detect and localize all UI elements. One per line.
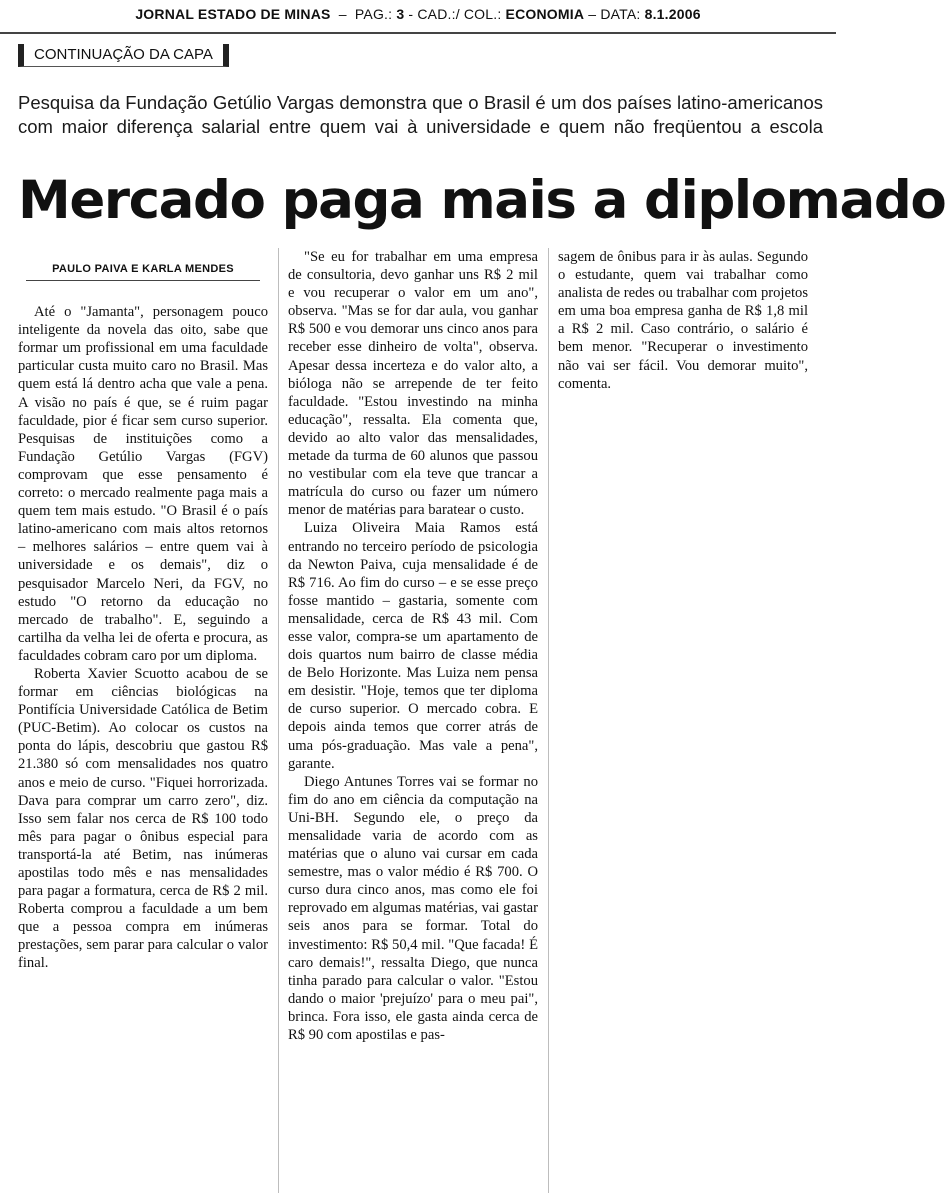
column-divider: [548, 248, 549, 1193]
paragraph: sagem de ônibus para ir às aulas. Segundo o estudante, quem vai trabalhar como analista de redes ou trabalhar com projetos em uma boa empresa ganha de R$ 1,8 mil a R$ 2 mil. Caso contrário, o salário é bem menor. "Recuperar o investimento não vai ser fácil. Vou demorar muito", comenta.: [558, 249, 808, 392]
column-divider: [278, 248, 279, 1193]
page-header: JORNAL ESTADO DE MINAS – PAG.: 3 - CAD.:/ COL.: ECONOMIA – DATA: 8.1.2006: [135, 6, 701, 22]
article-column-1: [18, 248, 268, 973]
publication-name: JORNAL ESTADO DE MINAS: [135, 6, 331, 22]
paragraph: Luiza Oliveira Maia Ramos está entrando no terceiro período de psicologia da Newton Paiva, cuja mensalidade é de R$ 716. Ao fim do curso – e se esse preço fosse mantido – gastaria, somente com mensalidade, cerca de R$ 43 mil. Com esse valor, compra-se um apartamento de dois quartos num bairro de classe média de Belo Horizonte. Mas Luiza nem pensa em desistir. "Hoje, temos que ter diploma de curso superior. O mercado cobra. E depois ainda temos que correr atrás de uma pós-graduação. Mas vale a pena", garante.: [288, 520, 538, 772]
deck: [18, 91, 823, 139]
section-tag: CONTINUAÇÃO DA CAPA: [18, 44, 229, 67]
header-rule: [0, 32, 836, 34]
date-value: 8.1.2006: [644, 6, 701, 22]
deck-line: com maior diferença salarial entre quem vai à universidade e quem não freqüentou a escola: [18, 116, 823, 137]
paragraph: Até o "Jamanta", personagem pouco inteligente da novela das oito, sabe que formar um profissional em uma faculdade particular custa muito caro no Brasil. Mas quem está lá dentro acha que vale a pena. A visão no país é que, se é ruim pagar faculdade, pior é ficar sem curso superior. Pesquisas de instituições como a Fundação Getúlio Vargas (FGV) comprovam que esse pensamento é correto: o mercado realmente paga mais a quem tem mais estudo. "O Brasil é o país latino-americano com mais altos retornos – melhores salários – entre quem vai à universidade e os demais", diz o pesquisador Marcelo Neri, da FGV, no estudo "O retorno da educação no mercado de trabalho". E, seguindo a cartilha da velha lei de oferta e procura, as faculdades cobram caro por um diploma.: [18, 304, 268, 664]
paragraph: "Se eu for trabalhar em uma empresa de consultoria, devo ganhar uns R$ 2 mil e vou recuperar o valor em um ano", observa. "Mas se for dar aula, vou ganhar R$ 500 e vou demorar uns cinco anos para receber esse dinheiro de volta", observa. Apesar dessa incerteza e do valor alto, a bióloga não se arrepende de ter feito faculdade. "Estou investindo na minha educação", ressalta. Ela comenta que, devido ao alto valor das mensalidades, metade da turma de 60 alunos que passou no vestibular com ela teve que trancar a matrícula do curso ou fazer um número menor de matérias para baratear o custo.: [288, 249, 538, 519]
section-label: CAD.:/ COL.:: [417, 6, 502, 22]
date-label: DATA:: [600, 6, 641, 22]
paragraph: Diego Antunes Torres vai se formar no fim do ano em ciência da computação na Uni-BH. Segundo ele, o preço da mensalidade varia de acordo com as matérias que o aluno vai cursar em cada semestre, mas o valor médio é R$ 700. O curso dura cinco anos, mas como ele foi reprovado em algumas matérias, vai gastar seis anos para se formar. Total do investimento: R$ 50,4 mil. "Que facada! É caro demais!", ressalta Diego, que nunca tinha parado para calcular o valor. "Estou dando o maior 'prejuízo' para o meu pai", brinca. Fora isso, ele gasta ainda cerca de R$ 90 com apostilas e pas-: [288, 773, 538, 1044]
section-name: ECONOMIA: [505, 6, 585, 22]
article-column-2: [288, 248, 538, 1044]
headline: Mercado paga mais a diplomado: [18, 170, 945, 231]
byline: PAULO PAIVA E KARLA MENDES: [26, 260, 260, 281]
paragraph: Roberta Xavier Scuotto acabou de se formar em ciências biológicas na Pontifícia Universidade Católica de Betim (PUC-Betim). Ao colocar os custos na ponta do lápis, descobriu que gastou R$ 21.380 só com mensalidades nos quatro anos e meio de curso. "Fiquei horrorizada. Dava para comprar um carro zero", diz. Isso sem falar nos cerca de R$ 100 todo mês para pagar o ônibus especial para transportá-la até Betim, nas inúmeras apostilas todo mês e nas mensalidades para pagar a formatura, cerca de R$ 2 mil. Roberta comprou a faculdade a um bem que a pessoa compra em inúmeras prestações, sem parar para calcular o valor final.: [18, 665, 268, 972]
page-number: 3: [396, 6, 405, 22]
article-column-3: [558, 248, 808, 393]
deck-line: Pesquisa da Fundação Getúlio Vargas demonstra que o Brasil é um dos países latino-americanos: [18, 92, 823, 113]
page-label: PAG.:: [354, 6, 393, 22]
